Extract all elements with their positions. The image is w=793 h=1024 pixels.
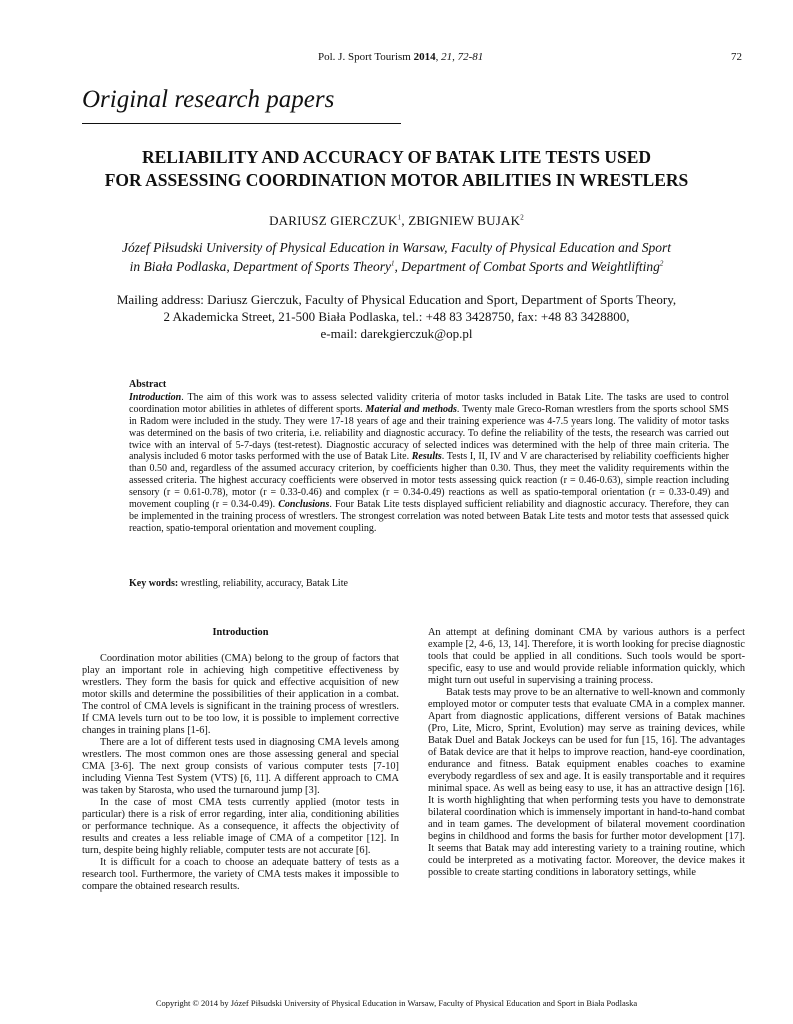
affiliation-line-1: Józef Piłsudski University of Physical Education in Warsaw, Faculty of Physical Education and Sport [122, 240, 671, 255]
affiliation-dept-2: , Department of Combat Sports and Weightlifting [394, 259, 660, 274]
affiliation-dept-1: in Biała Podlaska, Department of Sports Theory [129, 259, 391, 274]
body-paragraph: It is difficult for a coach to choose an adequate battery of tests as a research tool. Furthermore, the variety of CMA tests makes it impossible to compare the obtained research results. [82, 857, 399, 893]
paper-title [40, 146, 753, 192]
abstract-results-label: Results [411, 451, 442, 463]
abstract-conclusions-label: Conclusions [278, 499, 330, 511]
body-paragraph: In the case of most CMA tests currently applied (motor tests in particular) there is a risk of error regarding, inter alia, conditioning abilities or performance technique. As a consequence, it affects the objectivity of results and creates a less reliable image of CMA of a competitor [12]. In turn, despite being highly reliable, computer tests are not accurate [6]. [82, 797, 399, 857]
copyright-footer: Copyright © 2014 by Józef Piłsudski University of Physical Education in Warsaw, Faculty of Physical Education and Sport in Biała Podlaska [155, 998, 638, 1008]
body-column-right [428, 627, 745, 879]
journal-name: Pol. J. Sport Tourism [318, 51, 411, 63]
body-column-left [82, 627, 399, 893]
author-1-affiliation: 1 [397, 213, 402, 222]
introduction-heading: Introduction [212, 627, 269, 638]
affiliation-sup-1: 1 [390, 259, 395, 268]
page-number: 72 [731, 51, 742, 63]
abstract-methods-label: Material and methods [365, 403, 457, 415]
keywords-text: wrestling, reliability, accuracy, Batak Lite [178, 578, 348, 589]
body-paragraph: An attempt at defining dominant CMA by various authors is a perfect example [2, 4-6, 13, 14]. Therefore, it is worth looking for precise diagnostic tools that could be applied in all conditions. Such tools would be sport-specific, easy to use and would provide reliable information quickly, which might turn out useful in supervising a training process. [428, 627, 745, 687]
body-paragraph: There are a lot of different tests used in diagnosing CMA levels among wrestlers. The most common ones are those assessing general and special CMA [3-6]. The next group consists of various computer tests [7-10] including Vienna Test System (VTS) [6, 11]. A different approach to CMA was taken by Starosta, who used the turnaround jump [3]. [82, 737, 399, 797]
affiliation [40, 238, 753, 276]
mailing-address [40, 291, 753, 342]
mailing-line-2: 2 Akademicka Street, 21-500 Biała Podlaska, tel.: +48 83 3428750, fax: +48 83 3428800, [163, 309, 630, 324]
author-1: DARIUSZ GIERCZUK [269, 213, 398, 228]
section-divider [82, 123, 401, 124]
abstract-text [129, 392, 729, 535]
author-list [40, 213, 753, 229]
body-paragraph: Batak tests may prove to be an alternative to well-known and commonly employed motor or computer tests that evaluate CMA in a complex manner. Apart from diagnostic applications, different versions of Batak machines (Pro, Lite, Micro, Sprint, Evolution) may serve as training devices, while Batak Duel and Batak Jockeys can be used for fun [15, 16]. The advantages of Batak device are that it helps to improve reaction, hand-eye coordination, endurance and fitness. Batak equipment enables coaches to examine everybody regardless of sex and age. It is easily transportable and it requires minimal space. As well as being easy to use, it has an attractive design [16]. It is worth highlighting that when performing tests you have to demonstrate bilateral coordination which is immensely important in hand-to-hand combat and in team games. The development of bilateral movement coordination begins in childhood and forms the basis for further motor development [17]. It seems that Batak may add interesting variety to a training routine, which could be interpreted as a motivating factor. Moreover, the device makes it possible to create starting conditions in laboratory settings, while [428, 687, 745, 879]
abstract-heading: Abstract [129, 379, 167, 390]
keywords [129, 578, 729, 589]
journal-volume: 21, 72-81 [441, 51, 484, 63]
abstract-results-text: . Tests I, II, IV and V are characterised by reliability coefficients higher than 0.50 and, regardless of the assumed accuracy criterion, by coefficients higher than 0.30. Thus, they meet the validity requirements within the assessed criteria. The highest accuracy coefficients were observed in motor tests assessing quick reaction (r = 0.46-0.63), simple reaction including sensory (r = 0.61-0.78), motor (r = 0.33-0.46) and complex (r = 0.34-0.49) reactions as well as spatio-temporal orientation (r = 0.33-0.49) and movement coupling (r = 0.34-0.49). [129, 451, 729, 511]
abstract-methods-text: . Twenty male Greco-Roman wrestlers from the sports school SMS in Radom were included in the study. They were 17-18 years of age and their training experience was 4-7.5 years long. The validity of motor tasks was determined on the basis of two criteria, i.e. reliability and diagnostic accuracy. To define the reliability of the tests, the research was carried out twice with an interval of 5-7-days (test-retest). Diagnostic accuracy of selected indices was determined with the help of three main criteria. The analysis included 6 motor tasks performed with the use of Batak Lite. [129, 403, 729, 463]
author-2-affiliation: 2 [520, 213, 524, 222]
keywords-label: Key words: [129, 578, 179, 589]
body-paragraph: Coordination motor abilities (CMA) belong to the group of factors that play an important role in achieving high competitive effectiveness by wrestlers. They form the basis for quick and effective acquisition of new motor skills and determine the possibilities of their application in a combat. The control of CMA levels is significant in the training process of wrestlers. If CMA levels turn out to be too low, it is possible to implement corrective changes in training plans [1-6]. [82, 653, 399, 737]
title-line-2: FOR ASSESSING COORDINATION MOTOR ABILITIES IN WRESTLERS [104, 170, 689, 190]
abstract [129, 379, 729, 535]
author-2: ZBIGNIEW BUJAK [408, 213, 521, 228]
abstract-conclusions-text: . Four Batak Lite tests displayed sufficient reliability and diagnostic accuracy. Therefore, they can be implemented in the training process of wrestlers. The strongest correlation was noted between Batak Lite tests and motor tests that assessed quick reaction, spatio-temporal orientation and movement coupling. [129, 499, 729, 534]
section-label: Original research papers [82, 86, 335, 113]
mailing-line-1: Mailing address: Dariusz Gierczuk, Faculty of Physical Education and Sport, Department of Sports Theory, [116, 292, 677, 307]
affiliation-line-2 [40, 257, 753, 276]
affiliation-sup-2: 2 [659, 259, 664, 268]
author-separator: , [401, 213, 409, 228]
running-head: Pol. J. Sport Tourism 2014, 21, 72-81 [318, 51, 484, 63]
abstract-intro-text: . The aim of this work was to assess selected validity criteria of motor tasks included in Batak Lite. The tasks are used to control coordination motor abilities in athletes of different sports. [129, 391, 729, 415]
abstract-intro-label: Introduction [129, 391, 182, 403]
journal-year: 2014 [413, 51, 436, 63]
mailing-email: e-mail: darekgierczuk@op.pl [320, 326, 473, 341]
title-line-1: RELIABILITY AND ACCURACY OF BATAK LITE TESTS USED [141, 147, 652, 167]
